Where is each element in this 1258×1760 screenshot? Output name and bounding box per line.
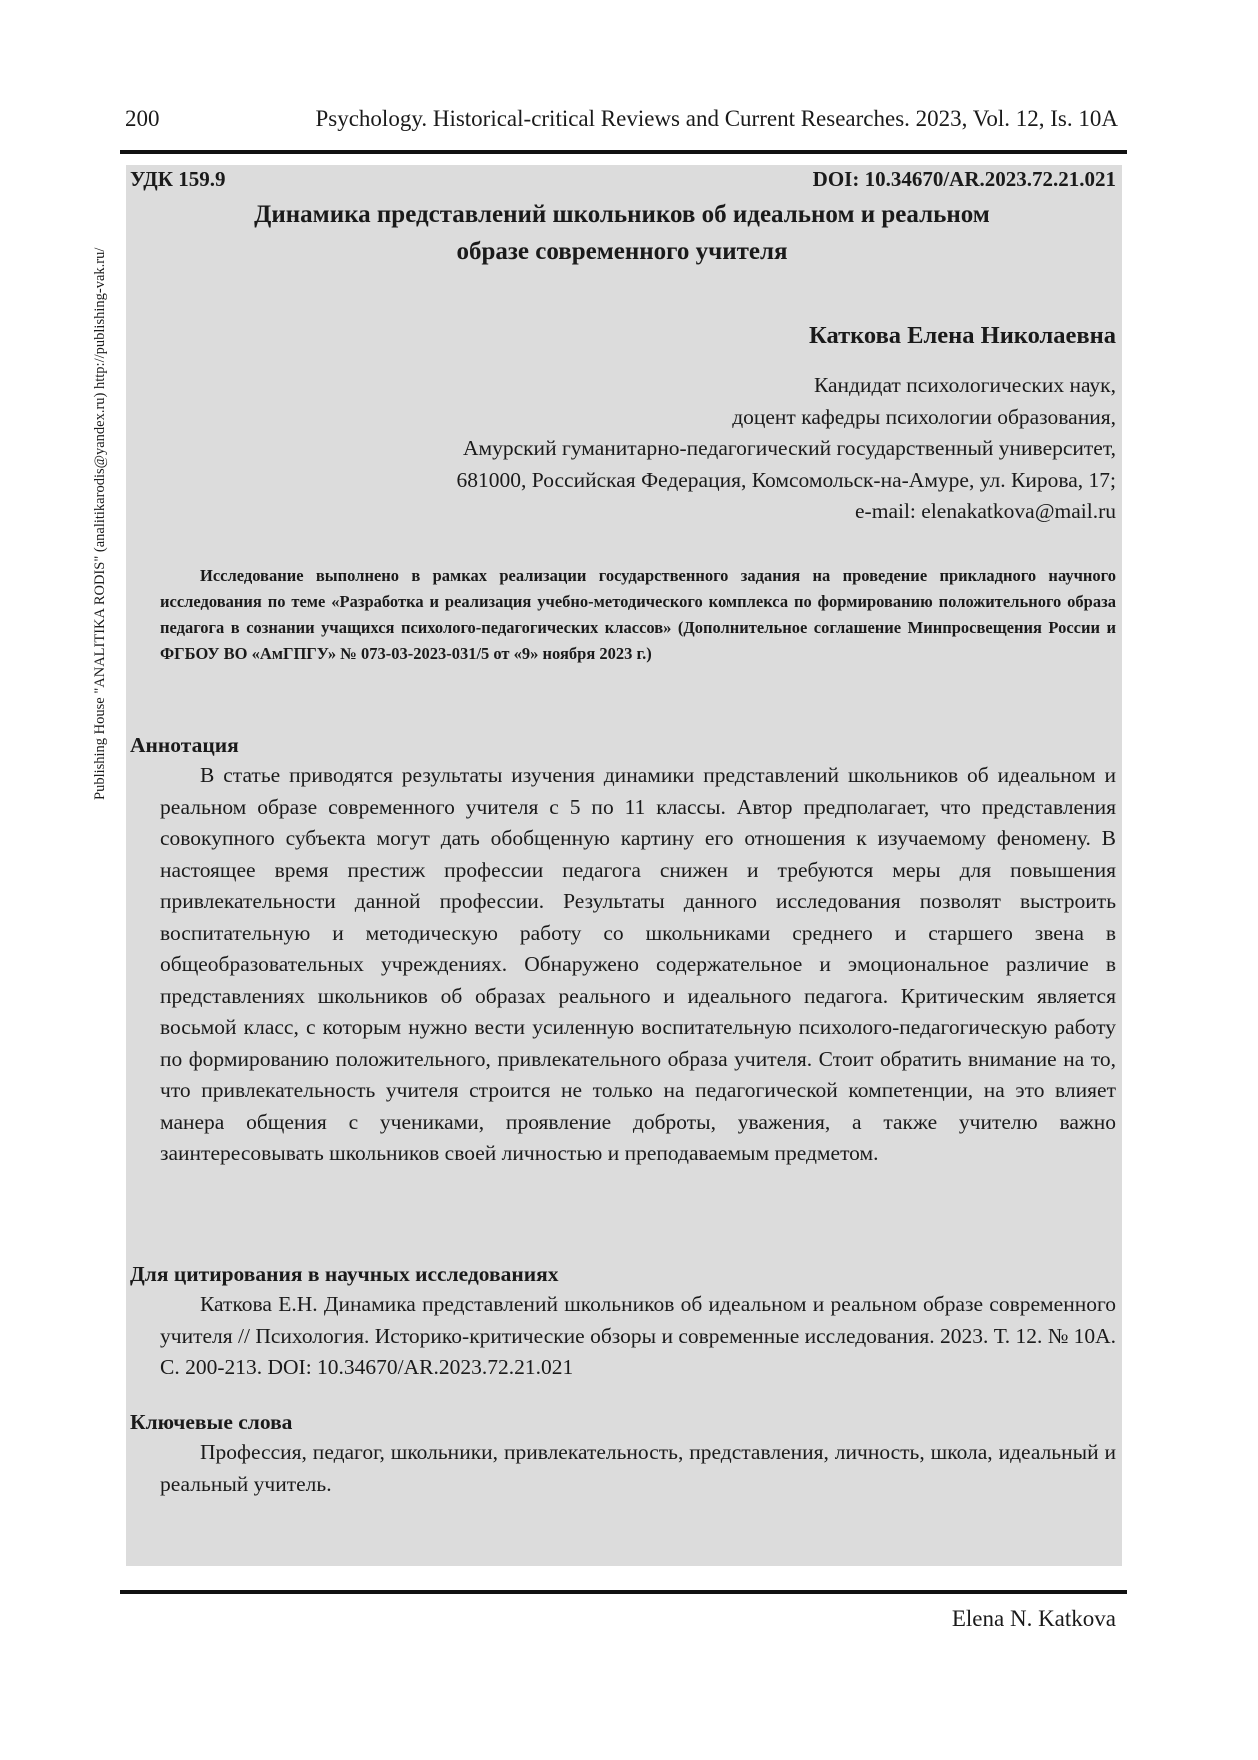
- affiliation-address: 681000, Российская Федерация, Комсомольск-на-Амуре, ул. Кирова, 17;: [456, 467, 1116, 492]
- affiliation-university: Амурский гуманитарно-педагогический государственный университет,: [462, 436, 1116, 460]
- affiliation-position: доцент кафедры психологии образования,: [732, 404, 1116, 429]
- citation-text: Каткова Е.Н. Динамика представлений школьников об идеальном и реальном образе современного учителя // Психология. Историко-критические обзоры и современные исследования. 2023. Т. 12. № 10А. С. 200-213. DOI: 10.34670/AR.2023.72.21.021: [160, 1292, 1116, 1379]
- affiliation-email: e-mail: elenakatkova@mail.ru: [855, 499, 1116, 523]
- funding-note: Исследование выполнено в рамках реализации государственного задания на проведение прикладного научного исследования по теме «Разработка и реализация учебно-методического комплекса по формированию положительного образа педагога в сознании учащихся психолого-педагогических классов» (Дополнительное соглашение Минпросвещения России и ФГБОУ ВО «АмГПГУ» № 073-03-2023-031/5 от «9» ноября 2023 г.): [160, 566, 1116, 663]
- header-rule: [120, 150, 1127, 154]
- author-name: Каткова Елена Николаевна: [809, 322, 1116, 349]
- affiliation-degree: Кандидат психологических наук,: [813, 373, 1116, 397]
- author-affiliation: [216, 370, 1116, 528]
- article-title: [130, 196, 1114, 270]
- footer-author: Elena N. Katkova: [951, 1606, 1116, 1631]
- udk-code: УДК 159.9: [130, 167, 226, 191]
- keywords-text: Профессия, педагог, школьники, привлекательность, представления, личность, школа, идеальный и реальный учитель.: [160, 1440, 1116, 1496]
- abstract-heading: Аннотация: [130, 733, 239, 757]
- footer-rule: [120, 1590, 1127, 1594]
- citation-heading: Для цитирования в научных исследованиях: [130, 1262, 559, 1286]
- title-line-1: Динамика представлений школьников об идеальном и реальном: [254, 201, 990, 228]
- abstract-text: В статье приводятся результаты изучения динамики представлений школьников об идеальном и реальном образе современного учителя с 5 по 11 классы. Автор предполагает, что представления совокупного субъекта могут дать обобщенную картину его отношения к изучаемому феномену. В настоящее время престиж профессии педагога снижен и требуются меры для повышения привлекательности данной профессии. Результаты данного исследования позволят выстроить воспитательную и методическую работу со школьниками среднего и старшего звена в общеобразовательных учреждениях. Обнаружено содержательное и эмоциональное различие в представлениях школьников об образах реального и идеального педагога. Критическим является восьмой класс, с которым нужно вести усиленную воспитательную психолого-педагогическую работу по формированию положительного, привлекательного образа учителя. Стоит обратить внимание на то, что привлекательность учителя строится не только на педагогической компетенции, на это влияет манера общения с учениками, проявление доброты, уважения, а также учителю важно заинтересовывать школьников своей личностью и преподаваемым предметом.: [160, 763, 1116, 1165]
- journal-title: Psychology. Historical-critical Reviews and Current Researches. 2023, Vol. 12, Is. 10A: [315, 106, 1118, 131]
- doi: DOI: 10.34670/AR.2023.72.21.021: [812, 167, 1116, 191]
- running-header: [125, 106, 1118, 132]
- page-number: 200: [125, 106, 160, 131]
- publisher-sidebar: Publishing House "ANALITIKA RODIS" (analitikarodis@yandex.ru) http://publishing-vak.ru/: [92, 247, 108, 800]
- title-line-2: образе современного учителя: [456, 238, 788, 265]
- keywords-heading: Ключевые слова: [130, 1410, 293, 1434]
